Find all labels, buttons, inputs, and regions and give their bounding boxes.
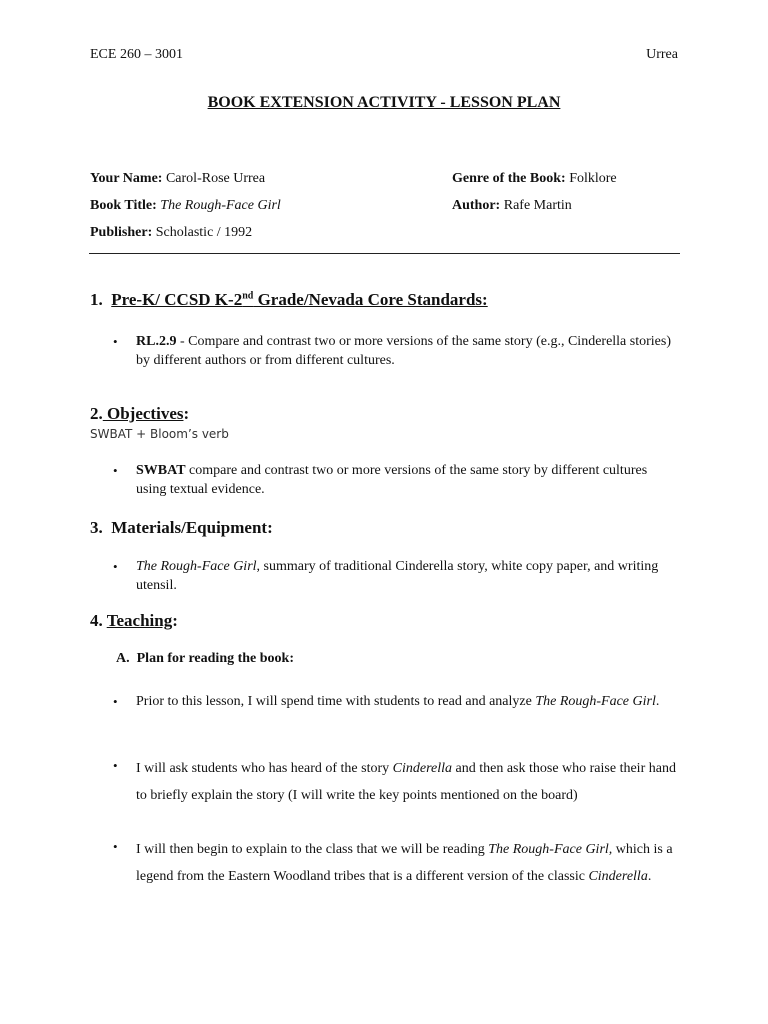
genre-row: Genre of the Book: Folklore — [452, 171, 617, 186]
teaching-bullet-2: I will ask students who has heard of the story Cinderella and then ask those who raise their hand to briefly explain the story (I will write the key points mentioned on the board) — [136, 761, 676, 803]
bullet-icon: • — [113, 559, 118, 574]
objectives-subtitle: SWBAT + Bloom’s verb — [90, 427, 229, 441]
your-name-row: Your Name: Carol-Rose Urrea — [90, 171, 266, 186]
bullet-icon: • — [113, 839, 118, 854]
horizontal-divider — [89, 253, 680, 254]
objective-bullet: SWBAT compare and contrast two or more versions of the same story by different cultures using textual evidence. — [136, 463, 648, 497]
document-title: BOOK EXTENSION ACTIVITY - LESSON PLAN — [207, 94, 561, 111]
section-2-heading: 2. Objectives: — [90, 404, 190, 423]
author-row: Author: Rafe Martin — [452, 198, 572, 213]
section-1-heading: 1. Pre-K/ CCSD K-2nd Grade/Nevada Core Standards: — [90, 290, 488, 309]
teaching-bullet-3: I will then begin to explain to the class that we will be reading The Rough-Face Girl, which is a legend from the Eastern Woodland tribes that is a different version of the classic Cinderella. — [136, 842, 673, 884]
standard-bullet: RL.2.9 - Compare and contrast two or more versions of the same story (e.g., Cinderella stories) by different authors or from different cultures. — [136, 334, 671, 368]
section-4-heading: 4. Teaching: — [90, 611, 178, 630]
bullet-icon: • — [113, 694, 118, 709]
bullet-icon: • — [113, 334, 118, 349]
bullet-icon: • — [113, 463, 118, 478]
publisher-row: Publisher: Scholastic / 1992 — [90, 225, 253, 240]
teaching-bullet-1: Prior to this lesson, I will spend time with students to read and analyze The Rough-Face Girl. — [136, 694, 660, 709]
course-code: ECE 260 – 3001 — [90, 47, 183, 62]
section-3-heading: 3. Materials/Equipment: — [90, 518, 273, 537]
subsection-a-heading: A. Plan for reading the book: — [116, 651, 295, 666]
book-title-row: Book Title: The Rough-Face Girl — [90, 198, 281, 213]
materials-bullet: The Rough-Face Girl, summary of traditional Cinderella story, white copy paper, and writing utensil. — [136, 559, 659, 593]
header-author-name: Urrea — [646, 47, 678, 62]
bullet-icon: • — [113, 758, 118, 773]
